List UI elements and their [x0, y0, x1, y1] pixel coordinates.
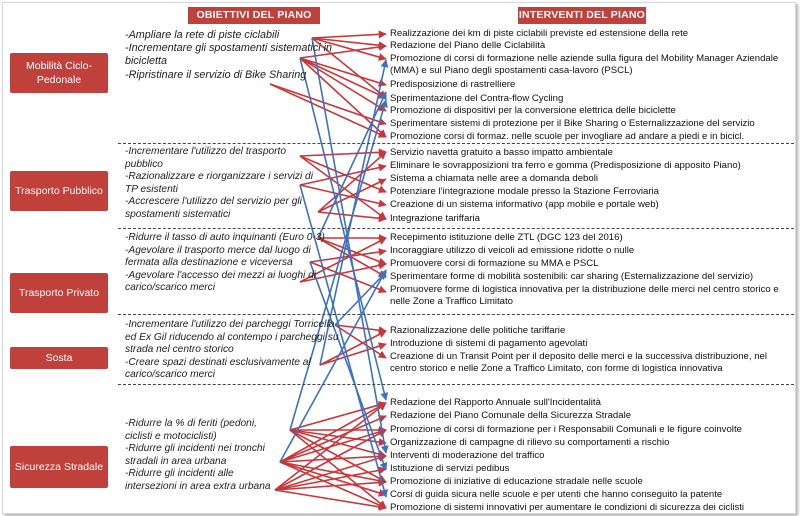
intervention-item: Predisposizione di rastrelliere — [390, 79, 516, 90]
intervention-item: Istituzione di servizi pedibus — [390, 463, 510, 474]
objective-text: -Creare spazi destinati esclusivamente al carico/scarico merci — [125, 356, 311, 381]
category-trasporto-privato: Trasporto Privato — [10, 273, 108, 313]
connector-line — [280, 462, 386, 508]
intervention-item: Promozione di dispositivi per la conversione elettrica delle biciclette — [390, 105, 676, 116]
intervention-item: Redazione del Piano Comunale della Sicurezza Stradale — [390, 410, 632, 421]
intervention-item: Razionalizzazione delle politiche tariffarie — [390, 325, 566, 336]
objective-text: -Razionalizzare e riorganizzare i servizi di TP esistenti — [125, 171, 313, 195]
connector-line — [318, 179, 386, 212]
intervention-item: Sperimentare forme di mobilità sostenibili: car sharing (Esternalizzazione del servizio) — [390, 271, 754, 282]
intervention-item: Integrazione tariffaria — [390, 213, 480, 224]
section-divider — [118, 314, 794, 315]
objective-text: -Agevolare l'accesso dei mezzi ai luoghi di carico/scarico merci — [125, 269, 317, 294]
intervention-item: Introduzione di sistemi di pagamento agevolati — [390, 338, 588, 349]
objective-text: -Ampliare la rete di piste ciclabili — [125, 29, 280, 41]
intervention-item: Sperimentare sistemi di protezione per il Bike Sharing o Esternalizzazione del servizio — [390, 118, 755, 129]
intervention-item: Promozione di corsi di formazione per i Responsabili Comunali e le figure coinvolte — [390, 424, 742, 435]
intervention-item: Corsi di guida sicura nelle scuole e per utenti che hanno conseguito la patente — [390, 489, 723, 500]
intervention-item: Promuovere corsi di formazione su MMA e PSCL — [390, 258, 599, 269]
category-mobilita-ciclo-pedonale: Mobilità Ciclo-Pedonale — [10, 53, 108, 93]
category-sicurezza-stradale: Sicurezza Stradale — [10, 446, 108, 488]
intervention-item: Eliminare le sovrapposizioni tra ferro e gomma (Predisposizione di apposito Piano) — [390, 160, 741, 171]
intervention-item: Potenziare l'integrazione modale presso la Stazione Ferroviaria — [390, 186, 659, 197]
intervention-item: Sistema a chiamata nelle aree a domanda deboli — [390, 173, 598, 184]
objective-text: -Incrementare l'utilizzo del trasporto pubblico — [125, 146, 287, 170]
objective-text: -Incrementare l'utilizzo dei parcheggi Torricella ed Ex Gil riducendo al contempo i parcheggi su strada nel centro storico — [125, 319, 339, 356]
objectives-sosta — [125, 319, 343, 382]
category-trasporto-pubblico: Trasporto Pubblico — [10, 171, 108, 211]
intervention-item: Creazione di un Transit Point per il deposito delle merci e la successiva distribuzione, nel centro storico e nelle Zone a Traffico Limitato, con forme di logistica innovativa — [390, 351, 768, 374]
intervention-item: Promozione corsi di formaz. nelle scuole per invogliare ad andare a piedi e in bicicl. — [390, 131, 745, 142]
category-sosta: Sosta — [10, 347, 108, 369]
objective-text: -Ripristinare il servizio di Bike Sharing — [125, 68, 307, 81]
intervention-item: Creazione di un sistema informativo (app mobile e portale web) — [390, 199, 659, 210]
section-divider — [118, 384, 794, 385]
objectives-sicurezza — [125, 418, 285, 494]
intervention-item: Servizio navetta gratuito a basso impatto ambientale — [390, 147, 613, 158]
intervention-item: Organizzazione di campagne di rilievo su comportamenti a rischio — [390, 437, 670, 448]
intervention-item: Redazione del Rapporto Annuale sull'Incidentalità — [390, 397, 601, 408]
objectives-trasporto-pubblico — [125, 146, 315, 222]
section-divider — [118, 228, 794, 229]
objective-text: -Incrementare gli spostamenti sistematici in bicicletta — [125, 42, 333, 68]
section-divider — [118, 143, 794, 144]
objective-text: -Ridurre il tasso di auto inquinanti (Euro 0-3) — [125, 232, 325, 243]
intervention-item: Sperimentazione del Contra-flow Cycling — [390, 93, 564, 104]
intervention-item: Incoraggiare utilizzo di veicoli ad emissione ridotte o nulle — [390, 245, 635, 256]
intervention-item: Interventi di moderazione del traffico — [390, 450, 545, 461]
intervention-item: Promozione di sistemi innovativi per aumentare le condizioni di sicurezza dei ciclisti — [390, 502, 745, 513]
objective-text: -Agevolare il trasporto merce dal luogo di fermata alla destinazione e viceversa — [125, 244, 311, 269]
objectives-trasporto-privato — [125, 232, 330, 295]
connector-line — [275, 490, 386, 508]
objectives-mobilita — [125, 29, 350, 82]
objective-text: -Ridurre gli incidenti nei tronchi stradali in area urbana — [125, 443, 265, 467]
intervention-item: Realizzazione dei km di piste ciclabili previste ed estensione della rete — [390, 28, 689, 39]
intervention-item: Redazione del Piano delle Ciclabilità — [390, 40, 546, 51]
intervention-item: Promozione di corsi di formazione nelle aziende sulla figura del Mobility Manager Aziendale (MMA) e sul Piano degli spostamenti casa-lavoro (PSCL) — [390, 53, 779, 76]
objective-text: -Accrescere l'utilizzo del servizio per gli spostamenti sistematici — [125, 196, 302, 220]
objectives-header: OBIETTIVI DEL PIANO — [188, 7, 320, 24]
interventions-header: INTERVENTI DEL PIANO — [518, 7, 646, 24]
intervention-item: Promozione di iniziative di educazione stradale nelle scuole — [390, 476, 643, 487]
intervention-item: Recepimento istituzione delle ZTL (DGC 123 del 2016) — [390, 232, 623, 243]
intervention-item: Promuovere forme di logistica innovativa per la distribuzione delle merci nel centro storico e nelle Zone a Traffico Limitato — [390, 284, 779, 307]
objective-text: -Ridurre gli incidenti alle intersezioni in area extra urbana — [125, 468, 271, 492]
objective-text: -Ridurre la % di feriti (pedoni, ciclisti e motociclisti) — [125, 418, 257, 442]
